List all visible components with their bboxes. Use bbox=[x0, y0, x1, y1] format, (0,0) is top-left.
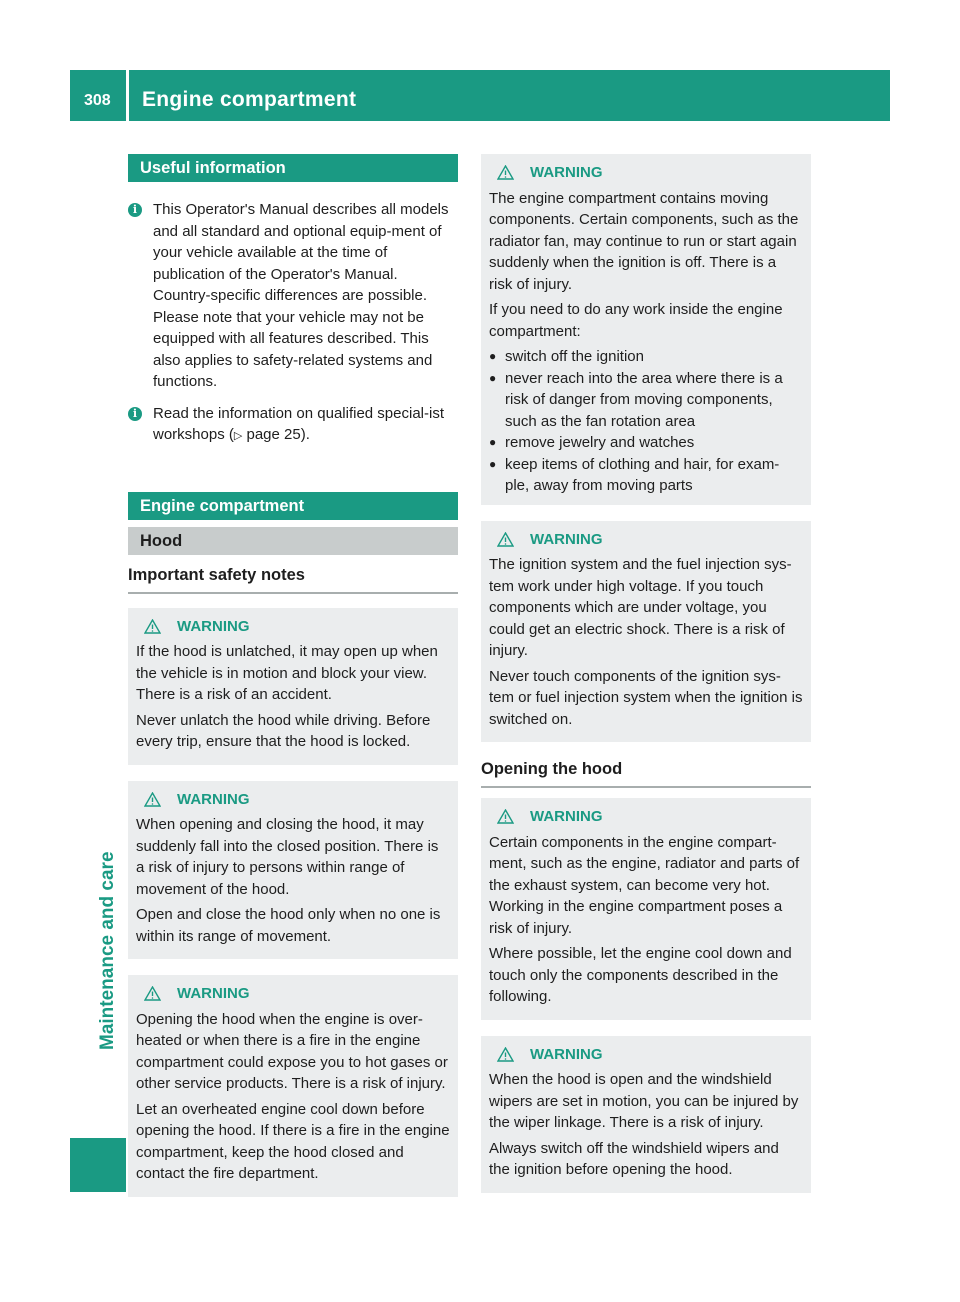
page-ref-arrow-icon: ▷ bbox=[233, 430, 243, 442]
warning-header bbox=[497, 1044, 803, 1066]
info-note bbox=[128, 403, 458, 448]
warning-box bbox=[481, 798, 811, 1020]
warning-label: WARNING bbox=[530, 164, 603, 181]
info-icon: i bbox=[128, 203, 142, 217]
bullet-item: ● never reach into the area where there is a risk of danger from moving components, such as the fan rotation area bbox=[489, 368, 803, 433]
warning-triangle-icon bbox=[497, 1047, 514, 1062]
warning-text: The ignition system and the fuel injection sys-tem work under high voltage. If you touch components which are under voltage, you could get an electric shock. There is a risk of injury. bbox=[489, 556, 792, 659]
warning-text: When the hood is open and the windshield wipers are set in motion, you can be injured by the wiper linkage. There is a risk of injury. bbox=[489, 1071, 799, 1131]
header-divider bbox=[126, 70, 129, 121]
warning-label: WARNING bbox=[530, 1045, 603, 1063]
opening-hood-heading: Opening the hood bbox=[481, 756, 811, 788]
info-icon: i bbox=[128, 407, 142, 421]
right-column bbox=[481, 154, 811, 1193]
left-column bbox=[128, 154, 458, 1197]
warning-text: Opening the hood when the engine is over-heated or when there is a fire in the engine compartment could expose you to hot gases or other service products. There is a risk of injury. bbox=[136, 1010, 448, 1092]
bullet-icon: ● bbox=[489, 456, 497, 471]
side-tab-label: Maintenance and care bbox=[97, 851, 118, 1050]
hood-heading: Hood bbox=[128, 527, 458, 555]
warning-text: If you need to do any work inside the engine compartment: bbox=[489, 301, 783, 340]
warning-text: Let an overheated engine cool down before opening the hood. If there is a fire in the engine compartment, keep the hood closed and contact the fire department. bbox=[136, 1100, 450, 1182]
warning-header bbox=[144, 789, 450, 811]
warning-label: WARNING bbox=[177, 617, 250, 635]
warning-text: Never unlatch the hood while driving. Before every trip, ensure that the hood is locked. bbox=[136, 711, 431, 750]
info-text: This Operator's Manual describes all models and all standard and optional equip-ment of your vehicle available at the time of publication of the Operator's Manual. Country-specific differences are possible. Please note that your vehicle may not be equipped with all features described. This also applies to safety-related systems and functions. bbox=[153, 201, 449, 390]
info-text: Read the information on qualified special-ist workshops (▷ page 25). bbox=[153, 404, 444, 443]
page-number: 308 bbox=[84, 92, 111, 109]
safety-notes-heading: Important safety notes bbox=[128, 562, 458, 594]
warning-label: WARNING bbox=[530, 808, 603, 825]
page-header bbox=[70, 70, 890, 121]
warning-box bbox=[128, 781, 458, 960]
bullet-icon: ● bbox=[489, 349, 497, 363]
warning-box bbox=[481, 521, 811, 743]
warning-text: Certain components in the engine compart-ment, such as the engine, radiator and parts of the exhaust system, can become very hot. Working in the engine compartment poses a risk of injury. bbox=[489, 833, 800, 937]
warning-header bbox=[144, 616, 450, 638]
warning-triangle-icon bbox=[497, 165, 514, 180]
bullet-icon: ● bbox=[489, 435, 497, 449]
warning-text: Open and close the hood only when no one is within its range of movement. bbox=[136, 906, 441, 945]
warning-text: If the hood is unlatched, it may open up when the vehicle is in motion and block your view. There is a risk of an accident. bbox=[136, 643, 438, 703]
chapter-title: Engine compartment bbox=[142, 88, 357, 111]
warning-box bbox=[128, 975, 458, 1197]
warning-triangle-icon bbox=[144, 792, 161, 807]
warning-label: WARNING bbox=[530, 530, 603, 548]
engine-compartment-heading: Engine compartment bbox=[128, 492, 458, 520]
warning-triangle-icon bbox=[144, 986, 161, 1001]
warning-text: Where possible, let the engine cool down and touch only the components described in the following. bbox=[489, 945, 792, 1005]
info-note bbox=[128, 199, 458, 393]
warning-header bbox=[497, 162, 803, 184]
side-tab-marker bbox=[70, 1138, 126, 1192]
useful-info-heading: Useful information bbox=[128, 154, 458, 182]
warning-box bbox=[481, 154, 811, 505]
bullet-item: ● switch off the ignition bbox=[489, 346, 803, 368]
warning-triangle-icon bbox=[497, 809, 514, 824]
warning-text: When opening and closing the hood, it may suddenly fall into the closed position. There is a risk of injury to persons within range of movement of the hood. bbox=[136, 816, 439, 898]
warning-box bbox=[128, 608, 458, 765]
bullet-item: ● remove jewelry and watches bbox=[489, 432, 803, 454]
warning-triangle-icon bbox=[497, 532, 514, 547]
bullet-item: ● keep items of clothing and hair, for exam-ple, away from moving parts bbox=[489, 454, 803, 497]
warning-header bbox=[144, 983, 450, 1005]
warning-text: Always switch off the windshield wipers and the ignition before opening the hood. bbox=[489, 1139, 779, 1178]
warning-label: WARNING bbox=[177, 985, 250, 1002]
bullet-icon: ● bbox=[489, 370, 497, 385]
warning-box bbox=[481, 1036, 811, 1193]
warning-text: The engine compartment contains moving components. Certain components, such as the radiator fan, may continue to run or start again suddenly when the ignition is off. There is a risk of injury. bbox=[489, 189, 799, 293]
warning-label: WARNING bbox=[177, 790, 250, 808]
warning-header bbox=[497, 806, 803, 828]
warning-text: Never touch components of the ignition sys-tem or fuel injection system when the ignition is switched on. bbox=[489, 667, 803, 728]
warning-triangle-icon bbox=[144, 619, 161, 634]
warning-header bbox=[497, 529, 803, 551]
